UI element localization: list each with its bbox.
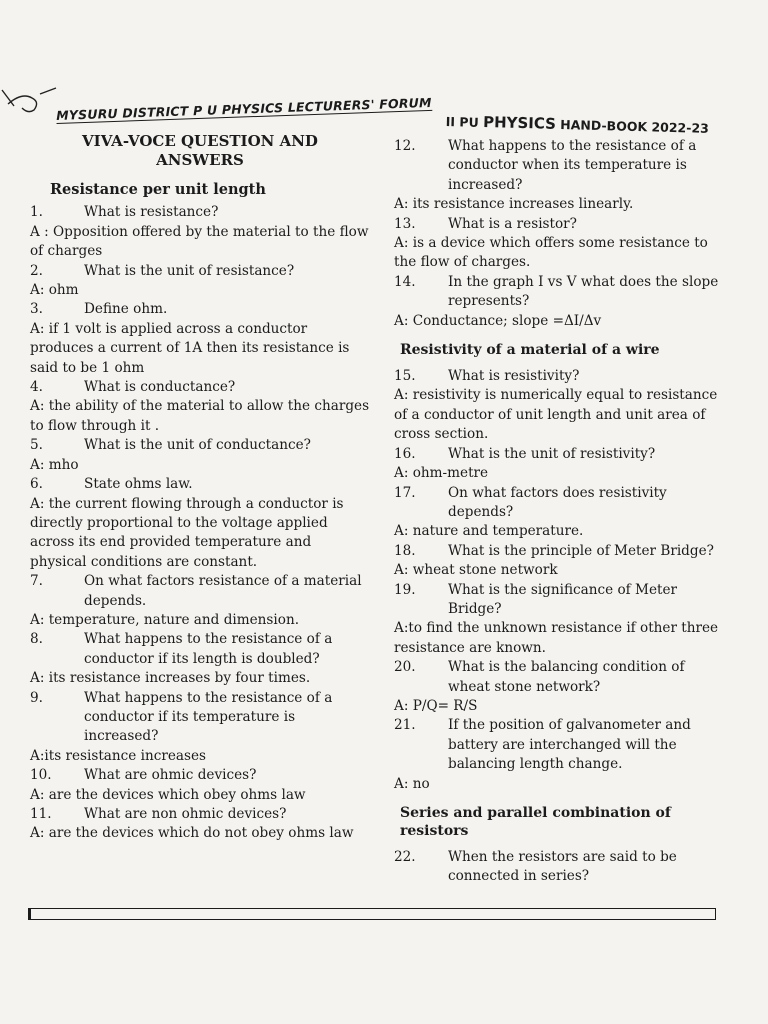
question-item: [394, 367, 730, 386]
question-text: What is the unit of resistance?: [84, 262, 295, 279]
question-number: 9.: [30, 689, 43, 706]
question-number: 4.: [30, 379, 43, 396]
answer-text: A: nature and temperature.: [394, 523, 584, 540]
question-text: What is a resistor?: [448, 215, 577, 232]
question-number: 15.: [394, 368, 416, 385]
right-column: [394, 137, 730, 887]
answer-text: A: temperature, nature and dimension.: [30, 611, 300, 628]
question-number: 3.: [30, 301, 43, 318]
question-number: 1.: [30, 204, 43, 221]
question-number: 8.: [30, 631, 43, 648]
answer-text: A: are the devices which do not obey ohms law: [30, 825, 354, 842]
answer-text: A: P/Q= R/S: [394, 697, 478, 714]
right-qa-list-c: [394, 848, 730, 887]
question-number: 7.: [30, 573, 43, 590]
question-text: On what factors resistance of a material depends.: [84, 573, 362, 609]
answer-text: A : Opposition offered by the material to the flow of charges: [30, 223, 369, 260]
question-item: [394, 581, 730, 620]
answer-text: A:to find the unknown resistance if other three resistance are known.: [394, 620, 719, 656]
question-number: 12.: [394, 138, 416, 154]
question-number: 22.: [394, 849, 416, 865]
question-text: Define ohm.: [84, 301, 168, 318]
question-item: [394, 848, 730, 887]
question-text: What is the significance of Meter Bridge?: [448, 581, 677, 617]
question-item: [394, 273, 730, 312]
question-number: 19.: [394, 581, 416, 598]
answer-text: A: Conductance; slope =ΔI/Δv: [394, 312, 602, 329]
question-number: 6.: [30, 476, 43, 493]
question-text: What happens to the resistance of a conductor if its length is doubled?: [84, 631, 333, 667]
question-item: [394, 137, 730, 195]
question-item: [30, 805, 370, 824]
question-text: What is the balancing condition of wheat stone network?: [448, 659, 685, 695]
section-heading-resistivity: Resistivity of a material of a wire: [400, 342, 660, 359]
question-text: What happens to the resistance of a conductor if its temperature is increased?: [84, 689, 333, 745]
question-number: 21.: [394, 717, 416, 734]
question-item: [30, 203, 370, 222]
answer-text: A: ohm-metre: [394, 465, 489, 482]
question-number: 20.: [394, 659, 416, 676]
question-number: 14.: [394, 273, 416, 290]
question-text: What is the principle of Meter Bridge?: [448, 542, 714, 559]
question-text: On what factors does resistivity depends?: [448, 484, 667, 520]
answer-text: A: is a device which offers some resistance to the flow of charges.: [394, 235, 708, 271]
right-qa-list-b: [394, 367, 730, 794]
document-title: VIVA-VOCE QUESTION AND ANSWERS: [82, 132, 318, 169]
question-number: 10.: [30, 767, 52, 784]
answer-text: A: ohm: [30, 282, 79, 299]
page-bottom-border: [28, 908, 716, 920]
header-left-forum: MYSURU DISTRICT P U PHYSICS LECTURERS' FORUM: [56, 94, 432, 123]
question-text: What is the unit of conductance?: [84, 437, 311, 454]
question-text: What is resistance?: [84, 204, 219, 221]
question-item: [30, 572, 370, 611]
question-text: When the resistors are said to be connected in series?: [448, 849, 677, 885]
answer-text: A: mho: [30, 456, 79, 473]
question-number: 18.: [394, 542, 416, 559]
answer-text: A: wheat stone network: [394, 562, 558, 579]
question-text: What happens to the resistance of a conductor when its temperature is increased?: [448, 138, 697, 193]
question-text: What are ohmic devices?: [84, 767, 257, 784]
question-item: [394, 215, 730, 234]
question-text: What is conductance?: [84, 379, 236, 396]
left-column: [30, 132, 370, 844]
answer-text: A:its resistance increases: [30, 747, 207, 764]
question-number: 11.: [30, 806, 52, 822]
question-item: [30, 378, 370, 397]
question-item: [30, 766, 370, 785]
question-item: [30, 436, 370, 455]
answer-text: A: its resistance increases by four times.: [30, 670, 311, 687]
answer-text: A: if 1 volt is applied across a conductor produces a current of 1A then its resistance is said to be 1 ohm: [30, 320, 350, 376]
question-item: [30, 630, 370, 669]
answer-text: A: the current flowing through a conductor is directly proportional to the voltage applied across its end provided temperature and physical conditions are constant.: [30, 495, 344, 570]
question-item: [30, 689, 370, 747]
question-number: 17.: [394, 484, 416, 501]
question-number: 2.: [30, 262, 43, 279]
question-text: In the graph I vs V what does the slope represents?: [448, 273, 719, 310]
answer-text: A: are the devices which obey ohms law: [30, 786, 306, 803]
question-item: [30, 300, 370, 319]
question-text: What is resistivity?: [448, 368, 580, 385]
question-number: 13.: [394, 215, 416, 232]
section-heading-series-parallel: Series and parallel combination of resistors: [400, 805, 671, 839]
answer-text: A: no: [394, 775, 430, 792]
question-item: [394, 658, 730, 697]
question-item: [30, 475, 370, 494]
header-right-handbook: II PU PHYSICS HAND-BOOK 2022-23: [445, 112, 710, 136]
question-number: 16.: [394, 445, 416, 462]
question-text: What is the unit of resistivity?: [448, 445, 656, 462]
answer-text: A: resistivity is numerically equal to resistance of a conductor of unit length and unit area of cross section.: [394, 387, 718, 443]
question-item: [394, 542, 730, 561]
answer-text: A: its resistance increases linearly.: [394, 196, 634, 213]
question-number: 5.: [30, 437, 43, 454]
question-text: If the position of galvanometer and battery are interchanged will the balancing length change.: [448, 717, 691, 773]
question-text: What are non ohmic devices?: [84, 806, 287, 822]
question-item: [394, 445, 730, 464]
section-heading-resistance: Resistance per unit length: [50, 181, 266, 198]
question-item: [394, 716, 730, 774]
question-item: [30, 262, 370, 281]
question-item: [394, 484, 730, 523]
answer-text: A: the ability of the material to allow the charges to flow through it .: [30, 398, 370, 434]
right-qa-list-a: [394, 137, 730, 331]
left-qa-list: [30, 203, 370, 843]
handwritten-corner-mark: [0, 84, 60, 124]
question-text: State ohms law.: [84, 476, 193, 493]
